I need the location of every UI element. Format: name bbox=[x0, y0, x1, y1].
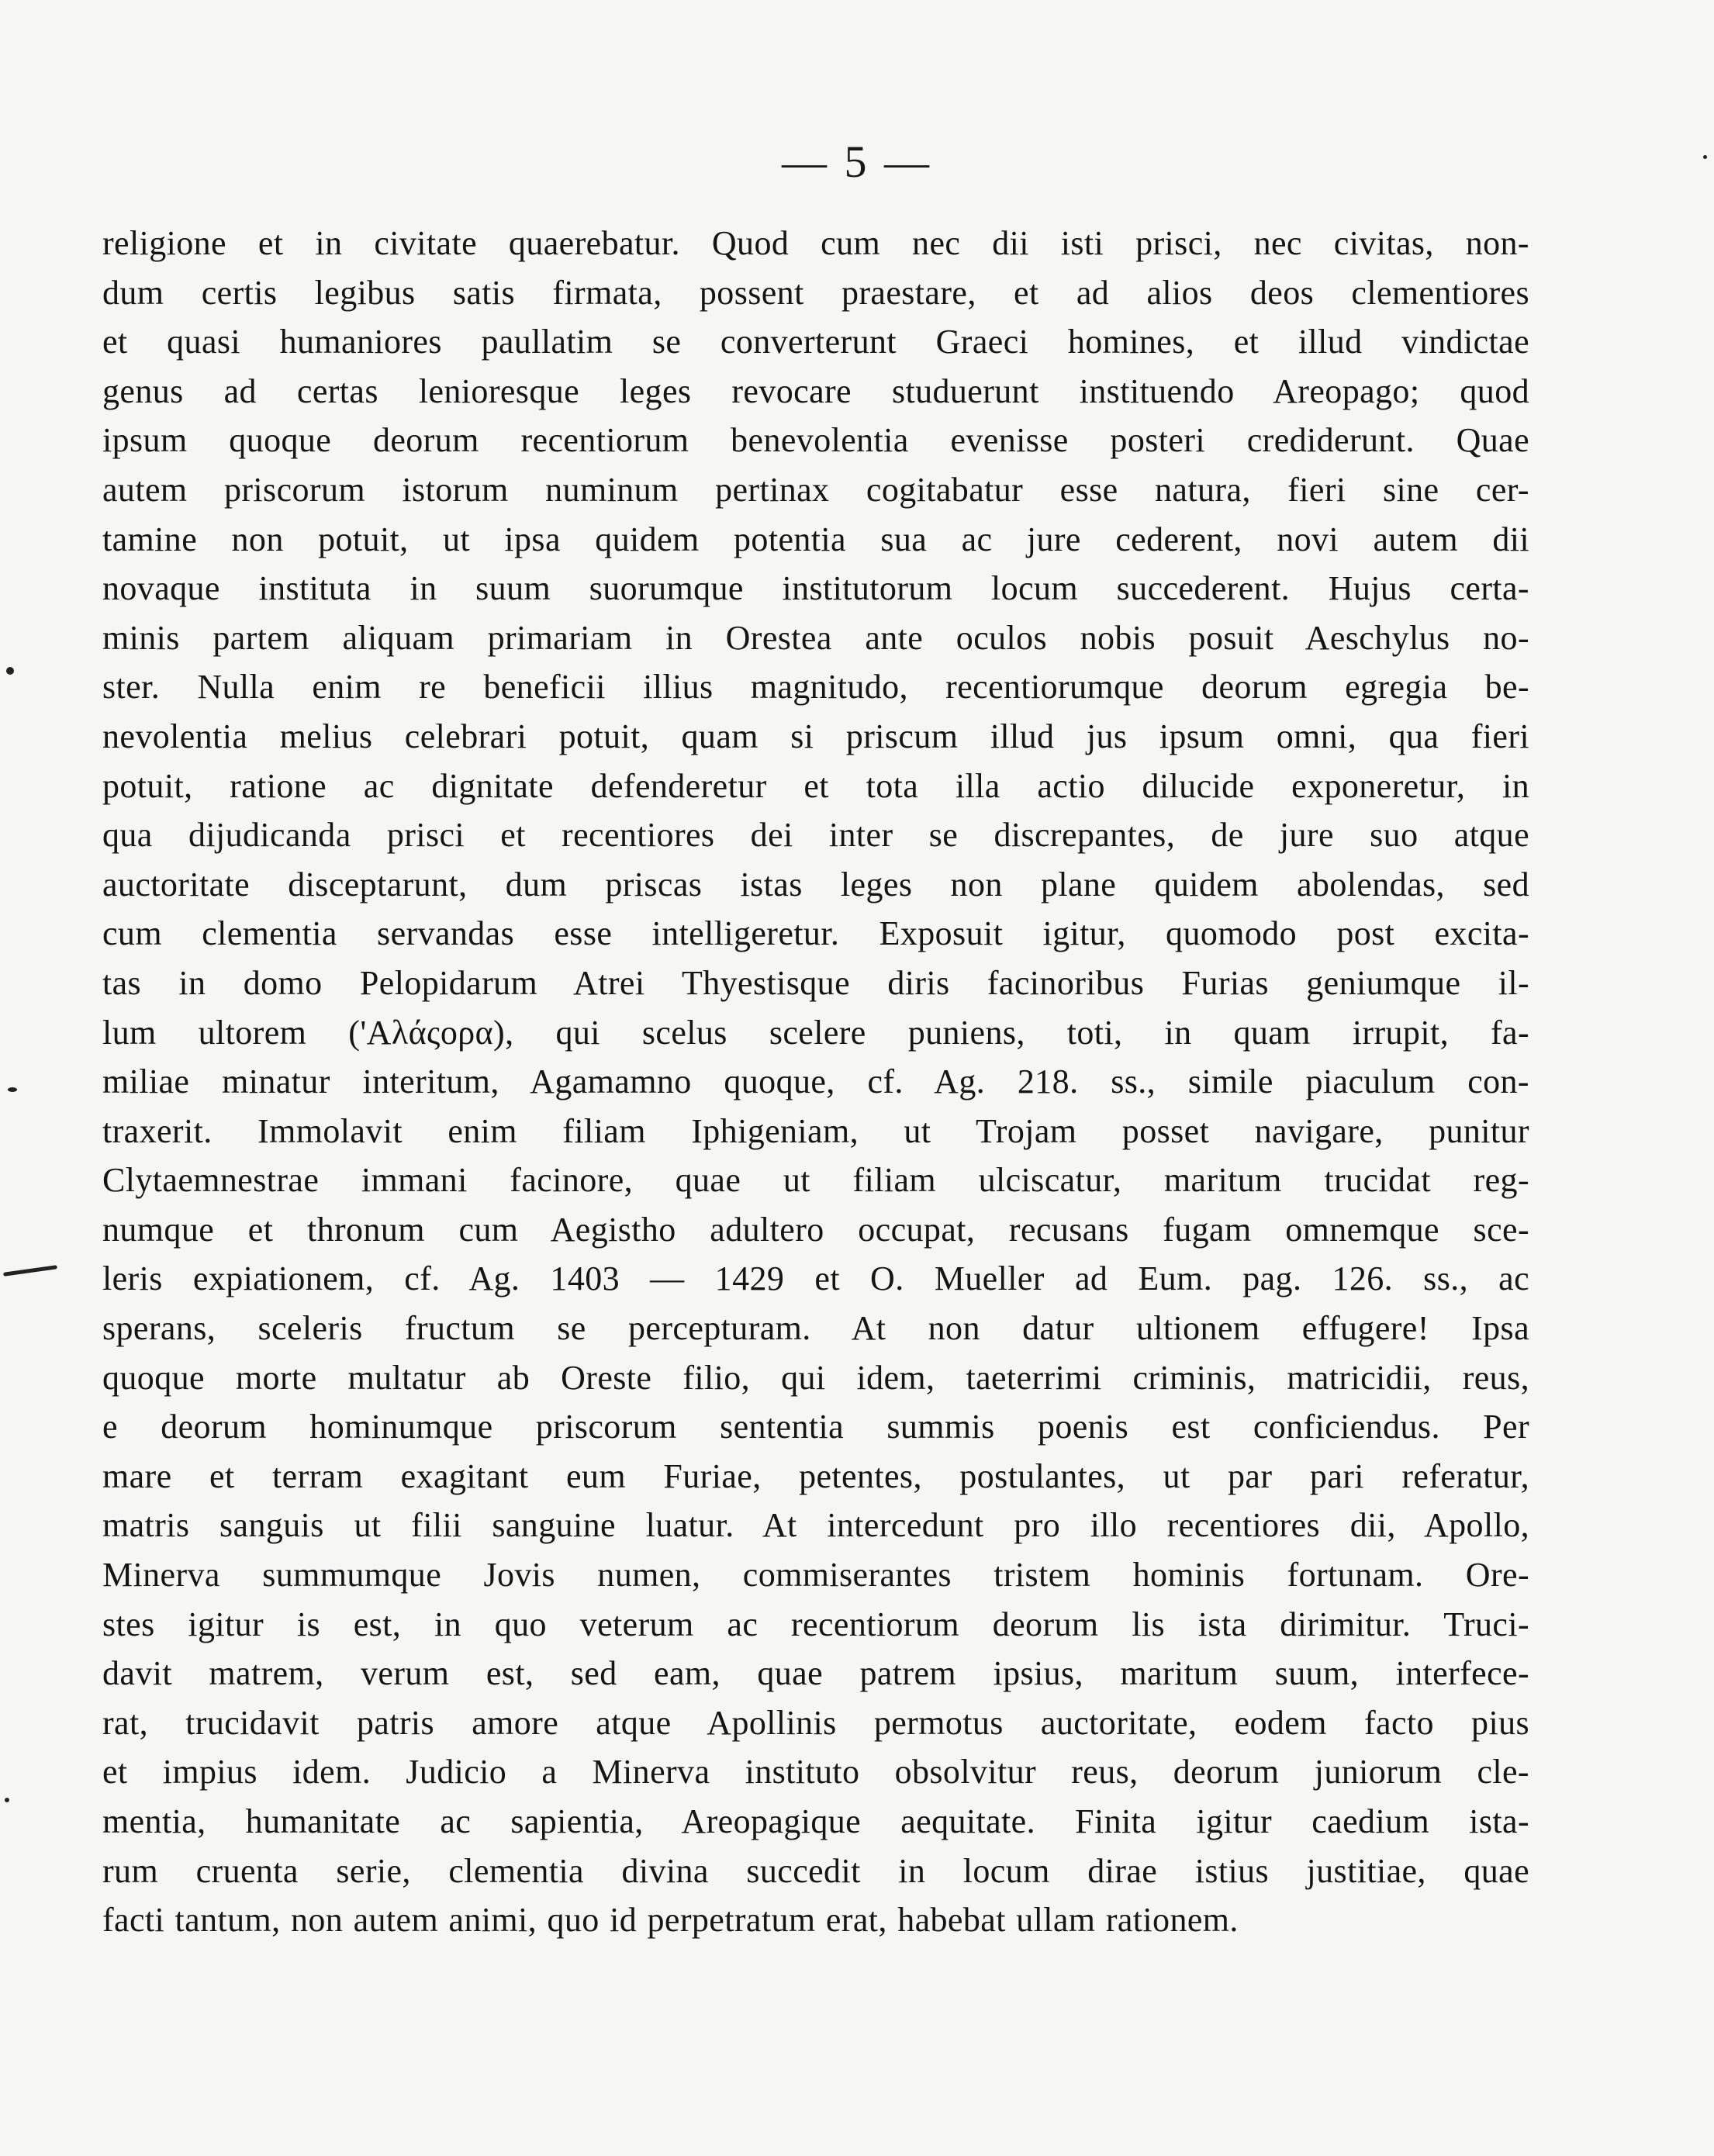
scan-speck bbox=[5, 1798, 9, 1802]
text-line: tas in domo Pelopidarum Atrei Thyestisque diris facinoribus Furias geniumque il- bbox=[102, 963, 1529, 1002]
text-line: facti tantum, non autem animi, quo id perpetratum erat, habebat ullam rationem. bbox=[102, 1901, 1239, 1940]
text-line: tamine non potuit, ut ipsa quidem potentia sua ac jure cederent, novi autem dii bbox=[102, 520, 1529, 558]
text-line: davit matrem, verum est, sed eam, quae patrem ipsius, maritum suum, interfece- bbox=[102, 1654, 1529, 1693]
text-line: leris expiationem, cf. Ag. 1403 — 1429 et O. Mueller ad Eum. pag. 126. ss., ac bbox=[102, 1259, 1529, 1298]
text-line: sperans, sceleris fructum se percepturam. At non datur ultionem effugere! Ipsa bbox=[102, 1309, 1529, 1348]
text-line: quoque morte multatur ab Oreste filio, qui idem, taeterrimi criminis, matricidii, reus, bbox=[102, 1358, 1529, 1397]
text-line: minis partem aliquam primariam in Orestea ante oculos nobis posuit Aeschylus no- bbox=[102, 618, 1529, 657]
text-line: mentia, humanitate ac sapientia, Areopagique aequitate. Finita igitur caedium ista- bbox=[102, 1802, 1529, 1840]
text-line: novaque instituta in suum suorumque institutorum locum succederent. Hujus certa- bbox=[102, 569, 1529, 608]
text-line: lum ultorem ('Αλάςορα), qui scelus scelere puniens, toti, in quam irrupit, fa- bbox=[102, 1013, 1529, 1052]
page-number: — 5 — bbox=[782, 136, 932, 187]
text-line: Minerva summumque Jovis numen, commiserantes tristem hominis fortunam. Ore- bbox=[102, 1556, 1529, 1595]
body-text bbox=[102, 219, 1529, 1945]
text-line: cum clementia servandas esse intelligeretur. Exposuit igitur, quomodo post excita- bbox=[102, 914, 1529, 953]
text-line: nevolentia melius celebrari potuit, quam si priscum illud jus ipsum omni, qua fieri bbox=[102, 717, 1529, 755]
scan-speck bbox=[6, 667, 14, 675]
text-line: religione et in civitate quaerebatur. Quod cum nec dii isti prisci, nec civitas, non- bbox=[102, 224, 1529, 262]
text-line: numque et thronum cum Aegistho adultero occupat, recusans fugam omnemque sce- bbox=[102, 1210, 1529, 1249]
text-line: stes igitur is est, in quo veterum ac recentiorum deorum lis ista dirimitur. Truci- bbox=[102, 1605, 1529, 1643]
text-line: dum certis legibus satis firmata, possent praestare, et ad alios deos clementiores bbox=[102, 273, 1529, 312]
text-line: mare et terram exagitant eum Furiae, petentes, postulantes, ut par pari referatur, bbox=[102, 1456, 1529, 1495]
scan-speck bbox=[3, 1265, 57, 1277]
scan-speck bbox=[8, 1087, 17, 1092]
text-line: qua dijudicanda prisci et recentiores dei inter se discrepantes, de jure suo atque bbox=[102, 816, 1529, 855]
text-line: auctoritate disceptarunt, dum priscas istas leges non plane quidem abolendas, sed bbox=[102, 865, 1529, 904]
text-line: matris sanguis ut filii sanguine luatur. At intercedunt pro illo recentiores dii, Apollo, bbox=[102, 1506, 1529, 1545]
text-line: miliae minatur interitum, Agamamno quoque, cf. Ag. 218. ss., simile piaculum con- bbox=[102, 1062, 1529, 1101]
text-line: Clytaemnestrae immani facinore, quae ut filiam ulciscatur, maritum trucidat reg- bbox=[102, 1161, 1529, 1200]
text-line: et impius idem. Judicio a Minerva instituto obsolvitur reus, deorum juniorum cle- bbox=[102, 1753, 1529, 1791]
text-line: ipsum quoque deorum recentiorum benevolentia evenisse posteri crediderunt. Quae bbox=[102, 421, 1529, 460]
text-line: genus ad certas lenioresque leges revocare studuerunt instituendo Areopago; quod bbox=[102, 371, 1529, 410]
text-line: rat, trucidavit patris amore atque Apollinis permotus auctoritate, eodem facto pius bbox=[102, 1703, 1529, 1742]
text-line: autem priscorum istorum numinum pertinax cogitabatur esse natura, fieri sine cer- bbox=[102, 470, 1529, 509]
text-line: e deorum hominumque priscorum sententia summis poenis est conficiendus. Per bbox=[102, 1408, 1529, 1446]
text-line: traxerit. Immolavit enim filiam Iphigeniam, ut Trojam posset navigare, punitur bbox=[102, 1111, 1529, 1150]
text-line: et quasi humaniores paullatim se converterunt Graeci homines, et illud vindictae bbox=[102, 323, 1529, 361]
scan-speck bbox=[1703, 155, 1707, 159]
text-line: potuit, ratione ac dignitate defenderetur et tota illa actio dilucide exponeretur, in bbox=[102, 766, 1529, 805]
text-line: rum cruenta serie, clementia divina succedit in locum dirae istius justitiae, quae bbox=[102, 1851, 1529, 1890]
text-line: ster. Nulla enim re beneficii illius magnitudo, recentiorumque deorum egregia be- bbox=[102, 668, 1529, 707]
